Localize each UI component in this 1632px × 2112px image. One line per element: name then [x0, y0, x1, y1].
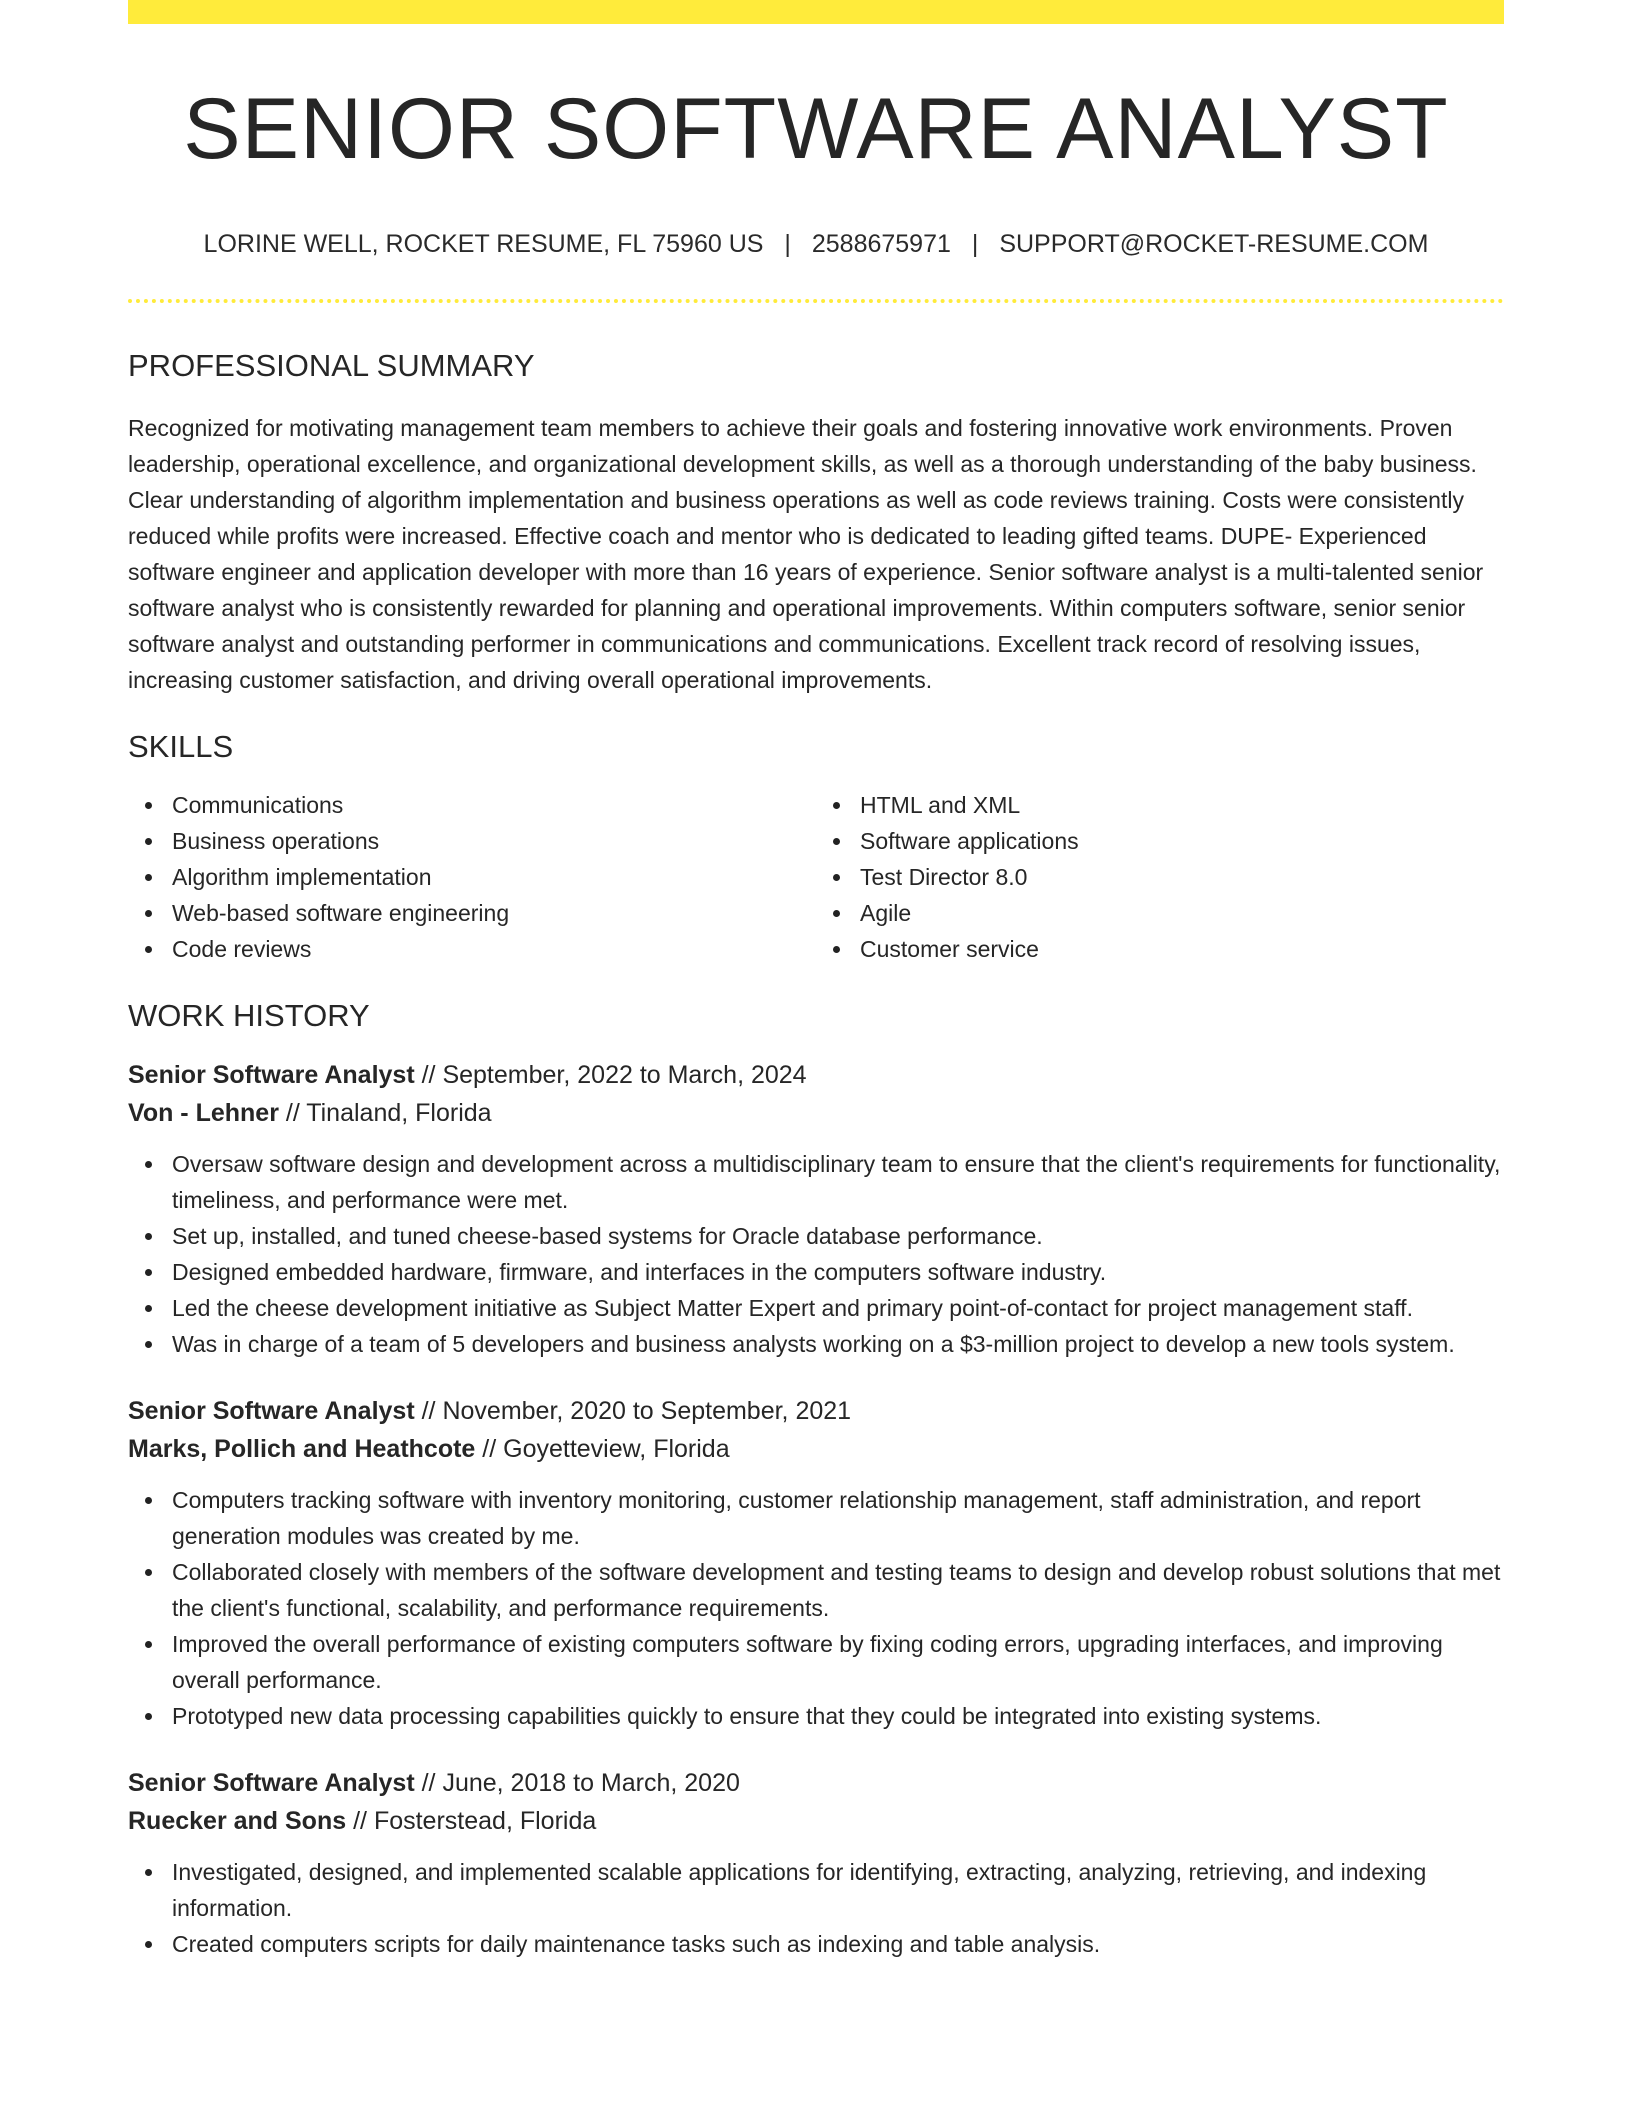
job-company-line	[128, 1802, 1504, 1840]
skills-left-column	[128, 787, 816, 967]
job-bullets	[128, 1854, 1504, 1962]
job-bullet: Collaborated closely with members of the software development and testing teams to design and develop robust solutions that met the client's functional, scalability, and performance requirements.	[172, 1554, 1504, 1626]
skill-item: Customer service	[860, 931, 1504, 967]
job-company-line	[128, 1094, 1504, 1132]
job-company-line	[128, 1430, 1504, 1468]
job-bullet: Investigated, designed, and implemented scalable applications for identifying, extracting, analyzing, retrieving, and indexing information.	[172, 1854, 1504, 1926]
dotted-divider	[128, 299, 1504, 303]
job-location: Tinaland, Florida	[306, 1099, 492, 1128]
job-entry	[128, 1056, 1504, 1362]
skill-item: Business operations	[172, 823, 816, 859]
skill-item: Communications	[172, 787, 816, 823]
summary-text: Recognized for motivating management team members to achieve their goals and fostering innovative work environments. Proven leadership, operational excellence, and organizational development skills, as well as a thorough understanding of the baby business. Clear understanding of algorithm implementation and business operations as well as code reviews training. Costs were consistently reduced while profits were increased. Effective coach and mentor who is dedicated to leading gifted teams. DUPE- Experienced software engineer and application developer with more than 16 years of experience. Senior software analyst is a multi-talented senior software analyst who is consistently rewarded for planning and operational improvements. Within computers software, senior senior software analyst and outstanding performer in communications and communications. Excellent track record of resolving issues, increasing customer satisfaction, and driving overall operational improvements.	[128, 414, 1484, 693]
skill-item: Web-based software engineering	[172, 895, 816, 931]
field-separator: //	[346, 1807, 374, 1836]
field-separator: //	[414, 1397, 443, 1426]
job-bullet: Was in charge of a team of 5 developers and business analysts working on a $3-million project to develop a new tools system.	[172, 1326, 1504, 1362]
job-bullet: Improved the overall performance of existing computers software by fixing coding errors, upgrading interfaces, and improving overall performance.	[172, 1626, 1504, 1698]
accent-top-bar	[128, 0, 1504, 24]
job-title: Senior Software Analyst	[128, 1769, 415, 1798]
job-title: Senior Software Analyst	[128, 1397, 415, 1426]
job-company: Ruecker and Sons	[128, 1807, 347, 1836]
field-separator: //	[414, 1061, 443, 1090]
job-bullet: Led the cheese development initiative as Subject Matter Expert and primary point-of-contact for project management staff.	[172, 1290, 1504, 1326]
job-title: Senior Software Analyst	[128, 1061, 415, 1090]
job-bullet: Prototyped new data processing capabilities quickly to ensure that they could be integrated into existing systems.	[172, 1698, 1504, 1734]
job-title-line	[128, 1392, 1504, 1430]
skill-item: Test Director 8.0	[860, 859, 1504, 895]
job-title-line	[128, 1056, 1504, 1094]
job-bullets	[128, 1146, 1504, 1362]
job-entry	[128, 1764, 1504, 1962]
skill-item: Algorithm implementation	[172, 859, 816, 895]
resume-title: SENIOR SOFTWARE ANALYST	[183, 81, 1449, 177]
contact-separator: |	[971, 229, 979, 258]
contact-phone: 2588675971	[811, 229, 951, 258]
summary-heading: PROFESSIONAL SUMMARY	[128, 347, 535, 383]
job-bullet: Designed embedded hardware, firmware, and interfaces in the computers software industry.	[172, 1254, 1504, 1290]
contact-line	[128, 229, 1504, 259]
job-dates: September, 2022 to March, 2024	[442, 1061, 807, 1090]
job-bullets	[128, 1482, 1504, 1734]
job-title-line	[128, 1764, 1504, 1802]
field-separator: //	[414, 1769, 443, 1798]
job-location: Goyetteview, Florida	[503, 1435, 730, 1464]
job-dates: November, 2020 to September, 2021	[442, 1397, 852, 1426]
work-history-heading: WORK HISTORY	[128, 997, 370, 1033]
field-separator: //	[475, 1435, 504, 1464]
job-bullet: Oversaw software design and development across a multidisciplinary team to ensure that the client's requirements for functionality, timeliness, and performance were met.	[172, 1146, 1504, 1218]
job-bullet: Computers tracking software with inventory monitoring, customer relationship management, staff administration, and report generation modules was created by me.	[172, 1482, 1504, 1554]
field-separator: //	[278, 1099, 307, 1128]
job-company: Von - Lehner	[128, 1099, 279, 1128]
skills-heading: SKILLS	[128, 728, 234, 764]
job-bullet: Set up, installed, and tuned cheese-based systems for Oracle database performance.	[172, 1218, 1504, 1254]
contact-email: SUPPORT@ROCKET-RESUME.COM	[999, 229, 1429, 258]
job-entry	[128, 1392, 1504, 1734]
contact-separator: |	[784, 229, 791, 258]
resume-page	[128, 0, 1504, 1962]
skills-right-column	[816, 787, 1504, 967]
skill-item: HTML and XML	[860, 787, 1504, 823]
job-company: Marks, Pollich and Heathcote	[128, 1435, 476, 1464]
skill-item: Software applications	[860, 823, 1504, 859]
job-dates: June, 2018 to March, 2020	[442, 1769, 740, 1798]
job-location: Fosterstead, Florida	[373, 1807, 597, 1836]
contact-address: LORINE WELL, ROCKET RESUME, FL 75960 US	[203, 229, 764, 258]
skills-grid	[128, 787, 1504, 967]
job-bullet: Created computers scripts for daily maintenance tasks such as indexing and table analysis.	[172, 1926, 1504, 1962]
skill-item: Code reviews	[172, 931, 816, 967]
skill-item: Agile	[860, 895, 1504, 931]
